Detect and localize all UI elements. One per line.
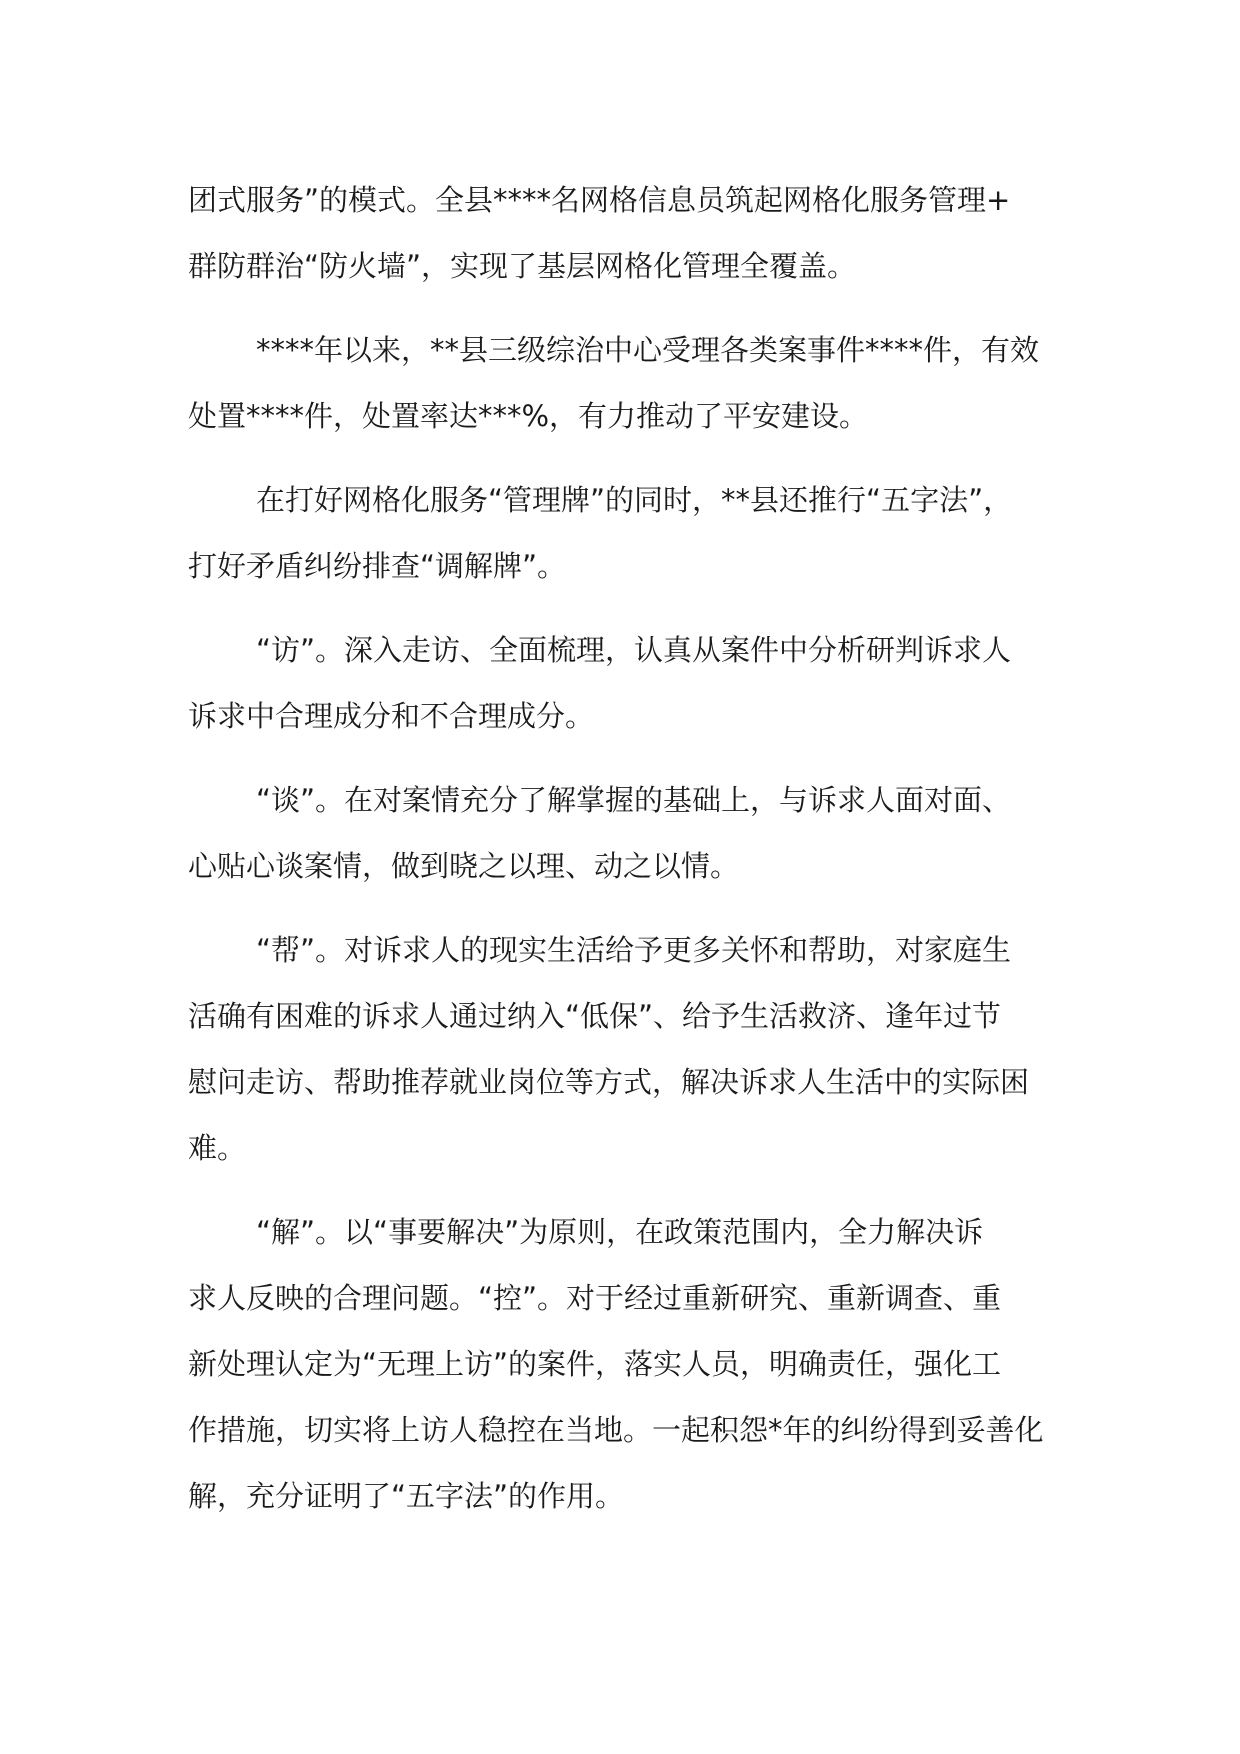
paragraph-visit: “访”。深入走访、全面梳理，认真从案件中分析研判诉求人 诉求中合理成分和不合理成分。 <box>188 633 1012 733</box>
paragraph-resolve-control: “解”。以“事要解决”为原则，在政策范围内，全力解决诉 求人反映的合理问题。“控”。对于经过重新研究、重新调查、重 新处理认定为“无理上访”的案件，落实人员，明确责任，强化工 作措施，切实将上访人稳控在当地。一起积怨*年的纠纷得到妥善化 解，充分证明了“五字法”的作用。 <box>188 1215 1044 1513</box>
paragraph-grid-service-coverage: 团式服务”的模式。全县****名网格信息员筑起网格化服务管理+ 群防群治“防火墙”，实现了基层网格化管理全覆盖。 <box>188 183 1011 283</box>
paragraph-help: “帮”。对诉求人的现实生活给予更多关怀和帮助，对家庭生 活确有困难的诉求人通过纳入“低保”、给予生活救济、逢年过节 慰问走访、帮助推荐就业岗位等方式，解决诉求人生活中的实际困 难。 <box>188 933 1030 1165</box>
document-body <box>188 167 1068 1547</box>
paragraph-five-character-method-intro: 在打好网格化服务“管理牌”的同时，**县还推行“五字法”， 打好矛盾纠纷排查“调解牌”。 <box>188 483 1013 583</box>
paragraph-case-statistics: ****年以来，**县三级综治中心受理各类案事件****件，有效 处置****件，处置率达***%，有力推动了平安建设。 <box>188 333 1040 433</box>
paragraph-talk: “谈”。在对案情充分了解掌握的基础上，与诉求人面对面、 心贴心谈案情，做到晓之以理、动之以情。 <box>188 783 1012 883</box>
